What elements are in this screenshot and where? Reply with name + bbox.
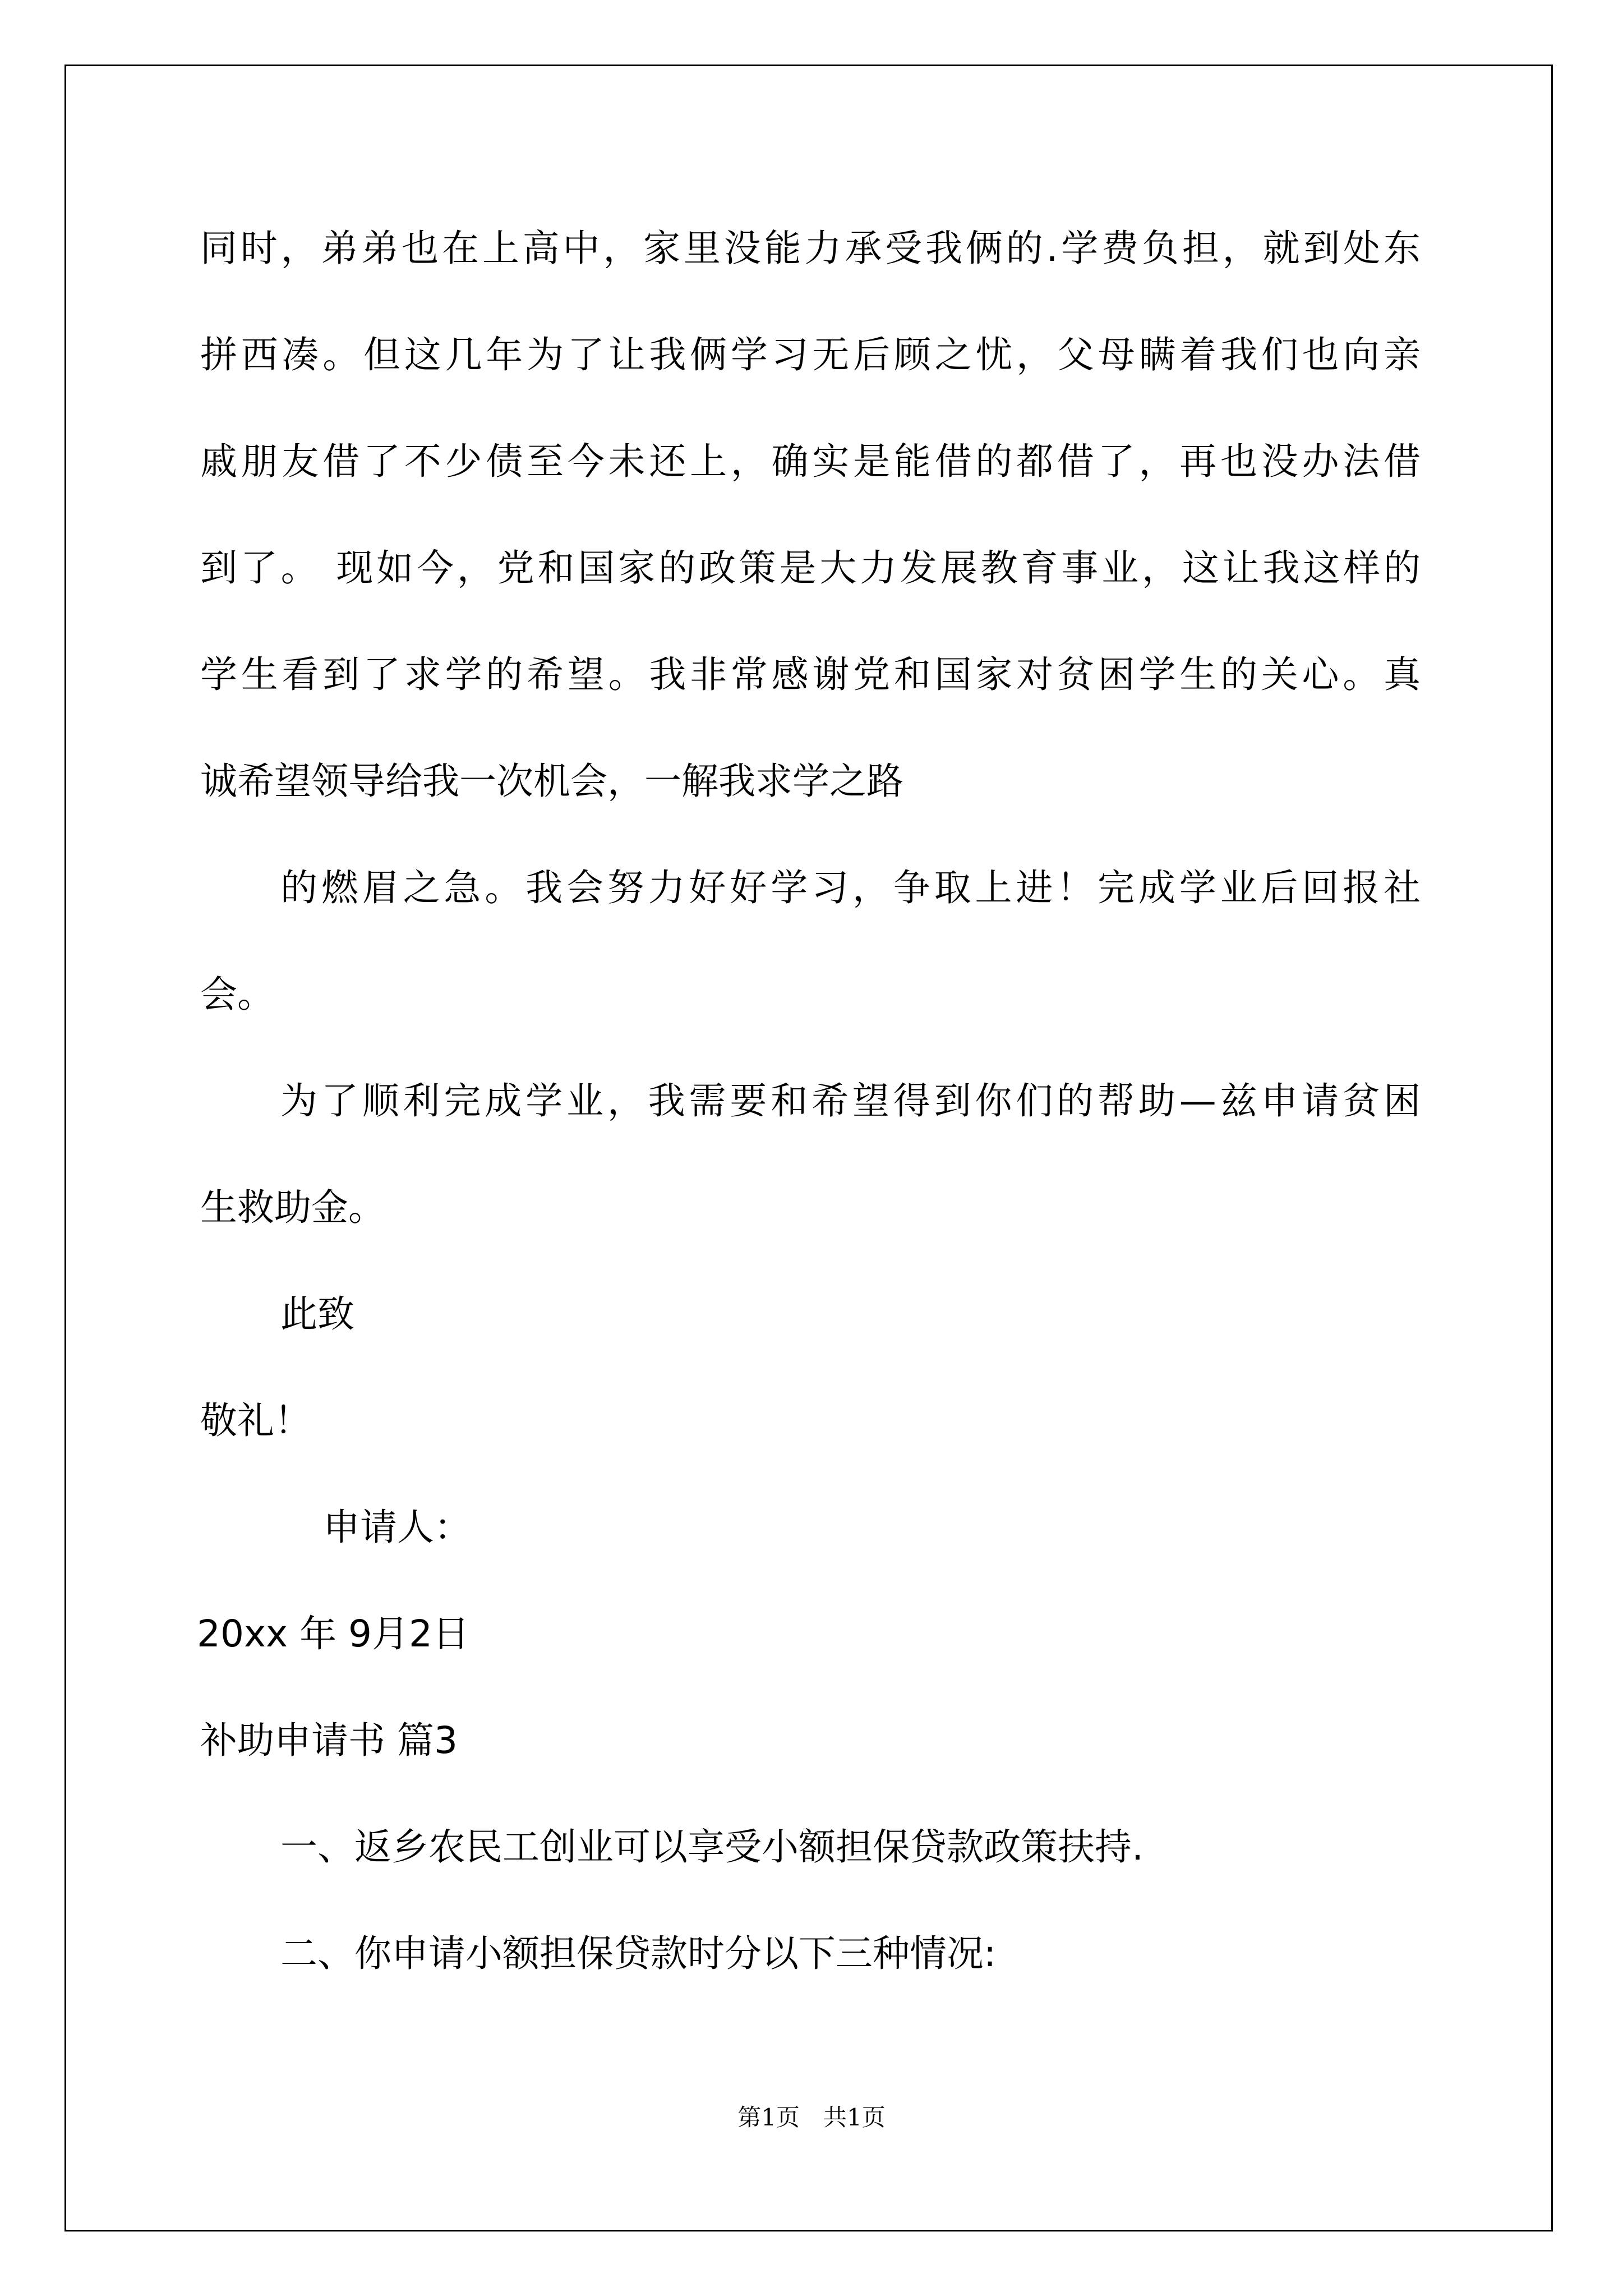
paragraph-line: 戚朋友借了不少债至今未还上，确实是能借的都借了，再也没办法借 xyxy=(200,440,1421,483)
paragraph-line: 会。 xyxy=(200,973,274,1016)
paragraph-line: 一、返乡农民工创业可以享受小额担保贷款政策扶持. xyxy=(280,1825,1144,1869)
paragraph-line: 生救助金。 xyxy=(200,1186,385,1229)
paragraph-line: 学生看到了求学的希望。我非常感谢党和国家对贫困学生的关心。真 xyxy=(200,653,1421,696)
closing-respect: 敬礼！ xyxy=(200,1399,311,1442)
date-line: 20xx 年 9月2日 xyxy=(197,1612,470,1655)
section-heading: 补助申请书 篇3 xyxy=(200,1719,458,1762)
paragraph-line: 的燃眉之急。我会努力好好学习，争取上进！完成学业后回报社 xyxy=(280,866,1421,909)
paragraph-line: 二、你申请小额担保贷款时分以下三种情况: xyxy=(280,1932,997,1975)
paragraph-line: 为了顺利完成学业，我需要和希望得到你们的帮助—兹申请贫困 xyxy=(280,1079,1421,1122)
paragraph-line: 同时，弟弟也在上高中，家里没能力承受我俩的.学费负担，就到处东 xyxy=(200,227,1421,270)
page-number: 第1页 共1页 xyxy=(737,2104,886,2131)
paragraph-line: 拼西凑。但这几年为了让我俩学习无后顾之忧，父母瞒着我们也向亲 xyxy=(200,333,1421,376)
paragraph-line: 到了。 现如今，党和国家的政策是大力发展教育事业，这让我这样的 xyxy=(200,546,1421,590)
applicant-label: 申请人： xyxy=(323,1506,471,1549)
paragraph-line: 诚希望领导给我一次机会，一解我求学之路 xyxy=(200,760,903,803)
closing-salutation: 此致 xyxy=(280,1292,354,1336)
